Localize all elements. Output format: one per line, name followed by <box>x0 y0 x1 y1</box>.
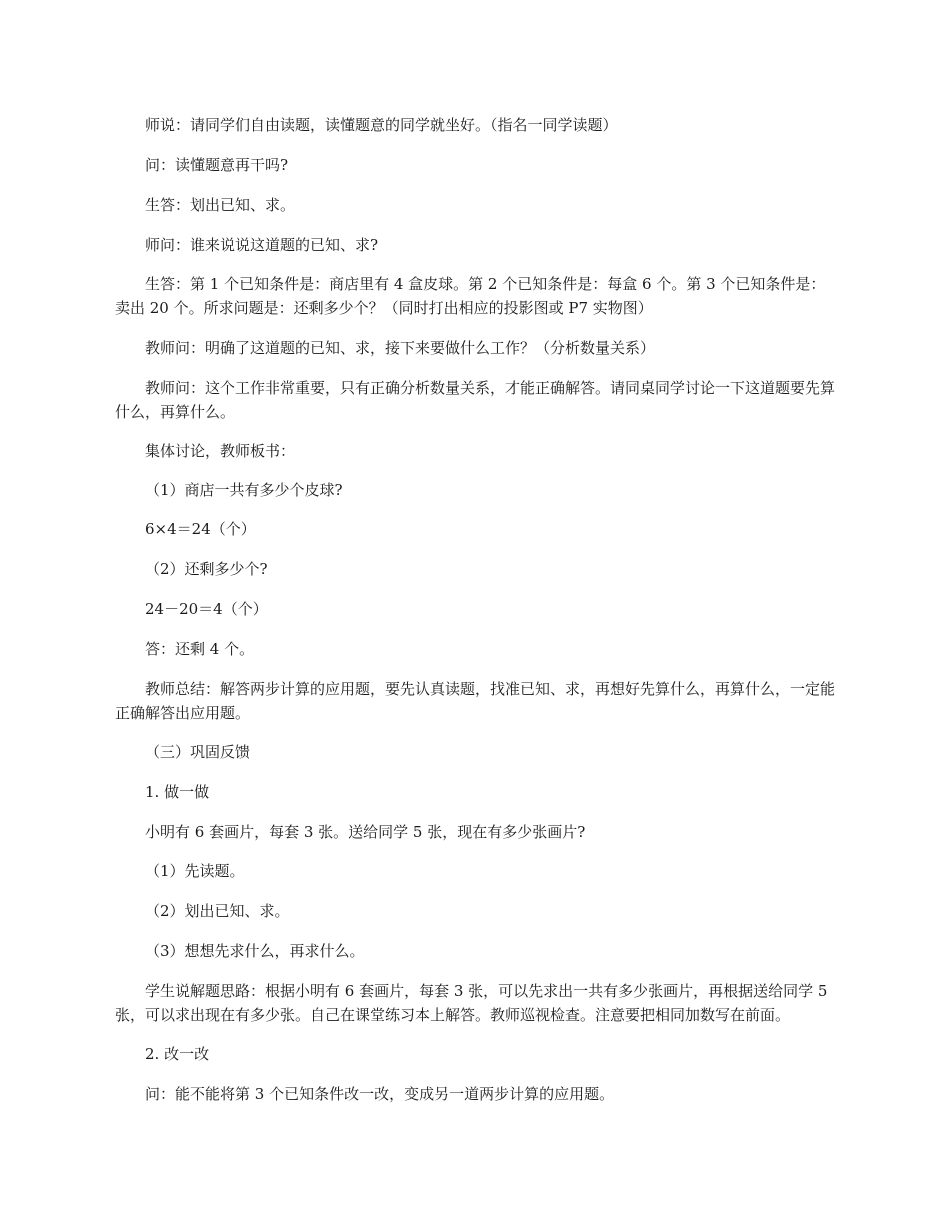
paragraph-student-solution-approach: 学生说解题思路：根据小明有 6 套画片，每套 3 张，可以先求出一共有多少张画片，再根据送给同学 5 张，可以求出现在有多少张。自己在课堂练习本上解答。教师巡视检查。注意要把相同加数写在前面。 <box>115 982 828 1024</box>
paragraph-exercise-step-3: （3）想想先求什么，再求什么。 <box>145 942 365 960</box>
paragraph-teacher-ask-known: 师问：谁来说说这道题的已知、求? <box>145 236 379 254</box>
subheading-modify-it: 2. 改一改 <box>145 1045 210 1063</box>
paragraph-group-discussion: 集体讨论，教师板书： <box>145 442 296 460</box>
paragraph-step-2-equation: 24－20＝4（个） <box>145 600 268 618</box>
paragraph-answer: 答：还剩 4 个。 <box>145 640 255 658</box>
paragraph-exercise-step-2: （2）划出已知、求。 <box>145 902 290 920</box>
paragraph-teacher-instruction: 师说：请同学们自由读题，读懂题意的同学就坐好。（指名一同学读题） <box>145 116 618 134</box>
paragraph-exercise-step-1: （1）先读题。 <box>145 862 245 880</box>
paragraph-student-answer-mark: 生答：划出已知、求。 <box>145 196 296 214</box>
paragraph-question-next-step: 问：读懂题意再干吗? <box>145 156 289 174</box>
paragraph-teacher-summary: 教师总结：解答两步计算的应用题，要先认真读题，找准已知、求，再想好先算什么，再算什么，一定能正确解答出应用题。 <box>115 680 836 722</box>
paragraph-teacher-ask-analysis: 教师问：明确了这道题的已知、求，接下来要做什么工作？（分析数量关系） <box>145 339 656 357</box>
subheading-try-it: 1. 做一做 <box>145 783 210 801</box>
paragraph-student-answer-conditions: 生答：第 1 个已知条件是：商店里有 4 盒皮球。第 2 个已知条件是：每盒 6 个。第 3 个已知条件是：卖出 20 个。所求问题是：还剩多少个？（同时打出相应的投影图或 P7 实物图） <box>115 275 826 317</box>
section-heading-consolidation: （三）巩固反馈 <box>145 743 251 761</box>
paragraph-exercise-problem: 小明有 6 套画片，每套 3 张。送给同学 5 张，现在有多少张画片? <box>145 823 586 841</box>
paragraph-step-1-question: （1）商店一共有多少个皮球? <box>145 481 343 499</box>
paragraph-teacher-discussion: 教师问：这个工作非常重要，只有正确分析数量关系，才能正确解答。请同桌同学讨论一下这道题要先算什么，再算什么。 <box>115 379 836 421</box>
paragraph-step-1-equation: 6×4＝24（个） <box>145 520 256 538</box>
paragraph-step-2-question: （2）还剩多少个? <box>145 560 268 578</box>
paragraph-modify-question: 问：能不能将第 3 个已知条件改一改，变成另一道两步计算的应用题。 <box>145 1085 615 1103</box>
